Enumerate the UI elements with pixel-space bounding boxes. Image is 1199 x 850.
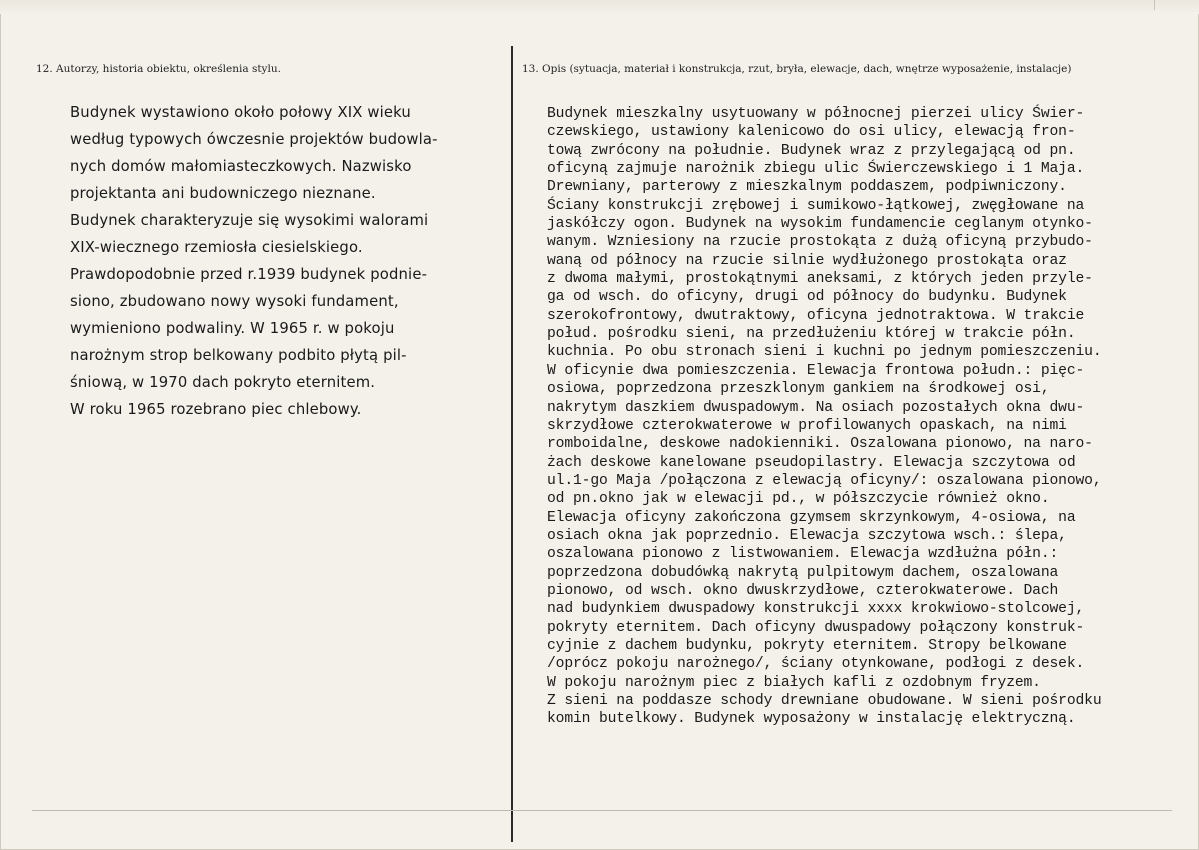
top-edge <box>0 0 1199 14</box>
bottom-rule <box>32 810 1172 811</box>
column-divider <box>511 46 513 842</box>
section-13-heading: 13. Opis (sytuacja, materiał i konstrukcja, rzut, bryła, elewacje, dach, wnętrze wyposażenie, instalacje) <box>522 63 1072 75</box>
description-text: Budynek mieszkalny usytuowany w północnej pierzei ulicy Świer- czewskiego, ustawiony kalenicowo do osi ulicy, elewacją fron- tową zwrócony na południe. Budynek wraz z przylegającą od pn. oficyną zajmuje narożnik zbiegu ulic Świerczewskiego i 1 Maja. Drewniany, parterowy z mieszkalnym poddaszem, podpiwniczony. Ściany konstrukcji zrębowej i sumikowo-łątkowej, zwęgłowane na jaskółczy ogon. Budynek na wysokim fundamencie ceglanym otynko- wanym. Wzniesiony na rzucie prostokąta z dużą oficyną przybudo- waną od północy na rzucie silnie wydłużonego prostokąta oraz z dwoma małymi, prostokątnymi aneksami, z których jeden przyle- ga od wsch. do oficyny, drugi od północy do budynku. Budynek szerokofrontowy, dwutraktowy, oficyna jednotraktowa. W trakcie połud. pośrodku sieni, na przedłużeniu której w trakcie półn. kuchnia. Po obu stronach sieni i kuchni po jednym pomieszczeniu. W oficynie dwa pomieszczenia. Elewacja frontowa połudn.: pięc- osiowa, poprzedzona przeszklonym gankiem na środkowej osi, nakrytym daszkiem dwuspadowym. Na osiach pozostałych okna dwu- skrzydłowe czterokwaterowe w profilowanych opaskach, na nimi romboidalne, deskowe nadokienniki. Oszalowana pionowo, na naro- żach deskowe kanelowane pseudopilastry. Elewacja szczytowa od ul.1-go Maja /połączona z elewacją oficyny/: oszalowana pionowo, od pn.okno jak w elewacji pd., w półszczycie również okno. Elewacja oficyny zakończona gzymsem skrzynkowym, 4-osiowa, na osiach okna jak poprzednio. Elewacja szczytowa wsch.: ślepa, oszalowana pionowo z listwowaniem. Elewacja wzdłużna półn.: poprzedzona dobudówką nakrytą pulpitowym dachem, oszalowana pionowo, od wsch. okno dwuskrzydłowe, czterokwaterowe. Dach nad budynkiem dwuspadowy konstrukcji xxxx krokwiowo-stolcowej, pokryty eternitem. Dach oficyny dwuspadowy połączony konstruk- cyjnie z dachem budynku, pokryty eternitem. Stropy belkowane /oprócz pokoju narożnego/, ściany otynkowane, podłogi z desek. W pokoju narożnym piec z białych kafli z ozdobnym fryzem. Z sieni na poddasze schody drewniane obudowane. W sieni pośrodku komin butelkowy. Budynek wyposażony w instalację elektryczną. <box>547 106 1102 728</box>
section-12-heading: 12. Autorzy, historia obiektu, określenia stylu. <box>36 63 281 75</box>
history-text: Budynek wystawiono około połowy XIX wieku według typowych ówczesnie projektów budowla- nych domów małomiasteczkowych. Nazwisko projektanta ani budowniczego nieznane. Budynek charakteryzuje się wysokimi walorami XIX-wiecznego rzemiosła ciesielskiego. Prawdopodobnie przed r.1939 budynek podnie- siono, zbudowano nowy wysoki fundament, wymieniono podwaliny. W 1965 r. w pokoju narożnym strop belkowany podbito płytą pil- śniową, w 1970 dach pokryto eternitem. W roku 1965 rozebrano piec chlebowy. <box>70 104 438 418</box>
corner-mark <box>1154 0 1191 10</box>
